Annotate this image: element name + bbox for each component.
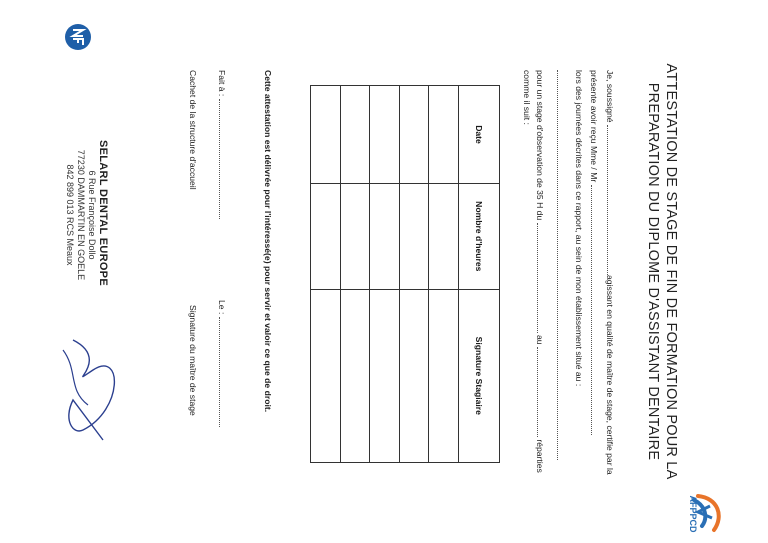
table-cell[interactable] xyxy=(429,289,459,462)
body-line-5: pour un stage d'observation de 35 H du au réparties xyxy=(535,70,545,473)
stamp-registration: 842 899 013 RCS Meaux xyxy=(65,164,75,266)
address-dotted-field[interactable] xyxy=(557,70,566,460)
trainee-dotted-field[interactable] xyxy=(591,185,600,435)
title-line-2: PREPARATION DU DIPLOME D'ASSISTANT DENTAIRE xyxy=(645,82,661,461)
table-cell[interactable] xyxy=(399,86,429,184)
attendance-table xyxy=(310,85,500,463)
body-line-4 xyxy=(554,70,566,460)
fait-line: Fait à : xyxy=(217,70,228,219)
table-row xyxy=(340,86,370,463)
le-dotted-field[interactable] xyxy=(219,317,228,427)
table-cell[interactable] xyxy=(429,86,459,184)
table-cell[interactable] xyxy=(340,289,370,462)
table-row xyxy=(429,86,459,463)
title-line-1: ATTESTATION DE STAGE DE FIN DE FORMATION POUR LA xyxy=(663,63,679,480)
table-row xyxy=(370,86,400,463)
stamp-city: 77230 DAMMARTIN EN GOELE xyxy=(76,149,86,281)
body-line-2: présente avoir reçu Mme / Mr xyxy=(588,70,600,435)
stamp-company-name: SELARL DENTAL EUROPE xyxy=(97,140,109,286)
table-row xyxy=(311,86,341,463)
name-dotted-field[interactable] xyxy=(607,125,616,275)
attestation-statement: Cette attestation est délivrée pour l'intéressé(e) pour servir et valoir ce que de droit. xyxy=(263,70,273,413)
table-cell[interactable] xyxy=(370,289,400,462)
table-cell[interactable] xyxy=(311,86,341,184)
cachet-label: Cachet de la structure d'accueil xyxy=(188,70,198,190)
table-cell[interactable] xyxy=(399,184,429,290)
table-cell[interactable] xyxy=(340,86,370,184)
nf-certification-logo-icon xyxy=(63,22,93,52)
table-cell[interactable] xyxy=(399,289,429,462)
table-header-row xyxy=(459,86,500,463)
afppcd-logo-icon xyxy=(678,486,738,542)
le-line: Le : xyxy=(217,300,228,427)
stamp-address: 6 Rue Françoise Dollo xyxy=(87,170,97,260)
fait-dotted-field[interactable] xyxy=(219,99,228,219)
table-cell[interactable] xyxy=(311,289,341,462)
table-cell[interactable] xyxy=(311,184,341,290)
table-row xyxy=(399,86,429,463)
table-cell[interactable] xyxy=(370,184,400,290)
handwritten-signature-icon xyxy=(53,330,133,450)
afppcd-logo-text: AFPPCD xyxy=(688,495,698,533)
start-date-dotted-field[interactable] xyxy=(537,223,546,333)
body-line-1: Je, soussigné agissant en qualité de maître de stage, certifie par la xyxy=(605,70,615,475)
col-signature-header: Signature Stagiaire xyxy=(459,289,500,462)
table-cell[interactable] xyxy=(429,184,459,290)
table-cell[interactable] xyxy=(340,184,370,290)
col-hours-header: Nombre d'heures xyxy=(459,184,500,290)
signature-label: Signature du maître de stage xyxy=(188,305,198,416)
col-date-header: Date xyxy=(459,86,500,184)
table-cell[interactable] xyxy=(370,86,400,184)
company-stamp xyxy=(64,140,108,290)
body-line-3: lors des journées décrites dans ce rapport, au sein de mon établissement situé au : xyxy=(574,70,584,387)
document-title xyxy=(644,40,680,503)
body-line-6: comme il suit : xyxy=(522,70,532,125)
end-date-dotted-field[interactable] xyxy=(537,347,546,437)
